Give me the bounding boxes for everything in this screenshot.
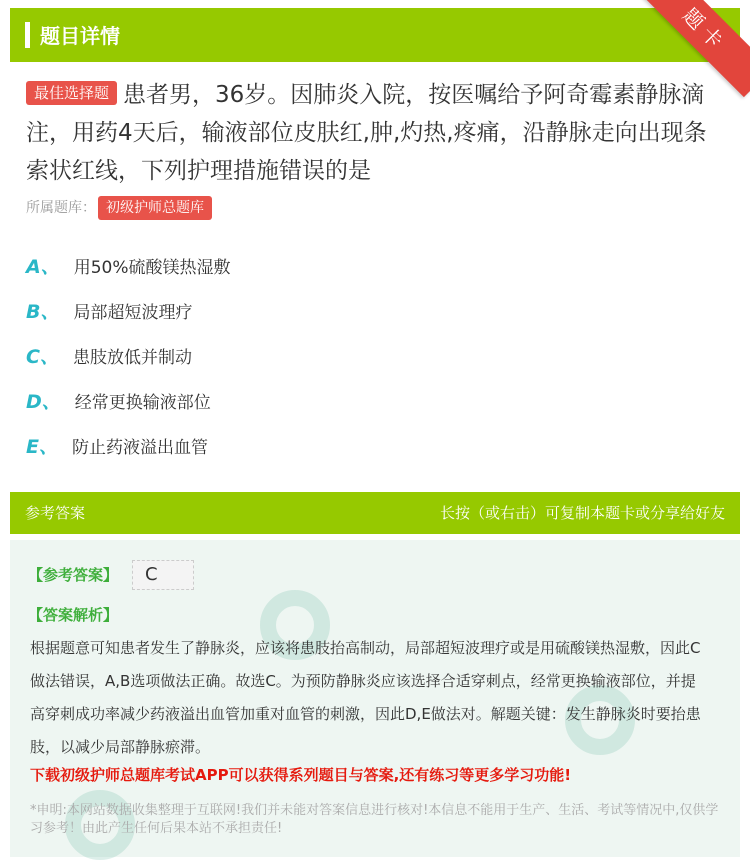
header-bar [10,8,740,62]
answer-image: C [132,560,194,590]
option-text: 防止药液溢出血管 [71,438,208,458]
question [26,76,726,190]
option-text: 经常更换输液部位 [74,393,211,413]
question-source [26,196,218,220]
page-title: 题目详情 [40,24,120,48]
source-label: 所属题库： [26,200,96,216]
source-badge[interactable]: 初级护师总题库 [98,196,212,220]
option-letter: D、 [26,391,61,413]
option-a[interactable] [26,252,231,279]
question-text: 患者男，36岁。因肺炎入院，按医嘱给予阿奇霉素静脉滴注，用药4天后，输液部位皮肤红,肿,灼热,疼痛，沿静脉走向出现条索状红线，下列护理措施错误的是 [26,82,707,184]
option-text: 患肢放低并制动 [72,348,192,368]
app-promo-link[interactable]: 下载初级护师总题库考试APP可以获得系列题目与答案,还有练习等更多学习功能! [30,766,572,784]
disclaimer: *申明:本网站数据收集整理于互联网!我们并未能对答案信息进行核对!本信息不能用于生产、生活、考试等情况中,仅供学习参考！由此产生任何后果本站不承担责任! [30,803,719,836]
option-letter: B、 [26,301,60,323]
option-e[interactable] [26,432,208,459]
option-c[interactable] [26,342,192,369]
option-b[interactable] [26,297,192,324]
analysis-label: 【答案解析】 [28,606,119,624]
option-letter: A、 [26,256,60,278]
option-letter: E、 [26,436,58,458]
answer-header [10,492,740,534]
share-hint: 长按（或右击）可复制本题卡或分享给好友 [439,504,725,522]
option-text: 局部超短波理疗 [73,303,193,323]
analysis-text: 根据题意可知患者发生了静脉炎，应该将患肢抬高制动，局部超短波理疗或是用硫酸镁热湿敷，因此C做法错误，A,B选项做法正确。故选C。为预防静脉炎应该选择合适穿刺点，经常更换输液部位，并提高穿刺成功率减少药液溢出血管加重对血管的刺激，因此D,E做法对。解题关键：发生静脉炎时要抬患肢，以减少局部静脉瘀滞。 [30,639,701,756]
answer-label: 【参考答案】 [28,566,119,584]
answer-title: 参考答案 [25,504,86,522]
header-accent [25,22,30,48]
question-type-badge: 最佳选择题 [26,81,117,105]
option-text: 用50%硫酸镁热湿敷 [73,258,231,278]
card-ribbon: 题卡 [638,0,750,97]
option-letter: C、 [26,346,59,368]
option-d[interactable] [26,387,211,414]
